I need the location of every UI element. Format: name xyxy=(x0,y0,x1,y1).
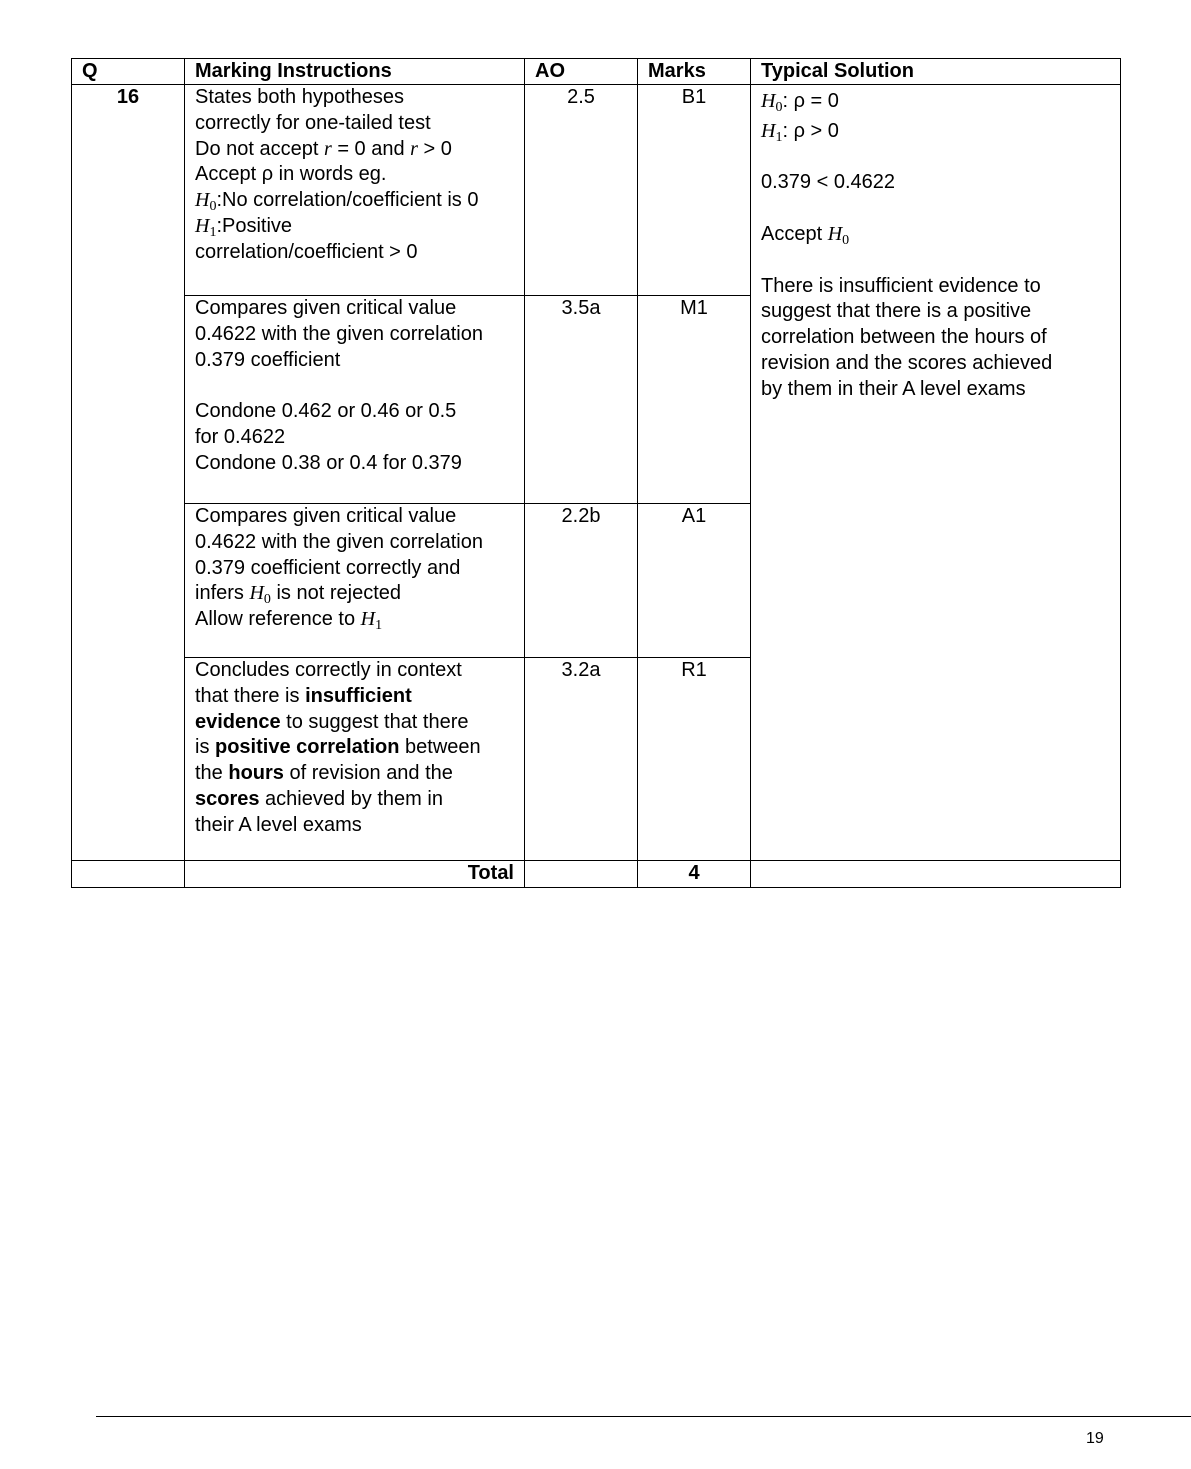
math-h0: $H_0$ xyxy=(195,189,217,215)
instruction-cell-m1 xyxy=(185,296,525,504)
instruction-line: Concludes correctly in context xyxy=(195,659,462,681)
math-h0: $H_0$ xyxy=(249,582,271,608)
header-typical-solution: Typical Solution xyxy=(751,59,1121,85)
footer-divider xyxy=(96,1416,1191,1417)
solution-comparison: 0.379 < 0.4622 xyxy=(761,171,896,194)
instruction-line: correlation/coefficient > 0 xyxy=(195,240,418,263)
solution-h1: $H_1$: ρ > 0 xyxy=(761,119,839,145)
header-q: Q xyxy=(72,59,185,85)
instruction-line: Accept ρ in words eg. xyxy=(195,163,387,186)
typical-solution-cell xyxy=(751,85,1121,861)
instruction-line: States both hypotheses xyxy=(195,86,405,108)
instruction-cell-r1 xyxy=(185,658,525,861)
solution-h0: $H_0$: ρ = 0 xyxy=(761,90,839,115)
instruction-line: Do not accept r = 0 and r > 0 xyxy=(195,137,452,160)
mark-scheme-page xyxy=(71,58,1120,888)
header-ao: AO xyxy=(525,59,638,85)
header-marks: Marks xyxy=(638,59,751,85)
ao-cell: 2.5 xyxy=(525,85,638,296)
instruction-line: scores achieved by them in xyxy=(195,787,443,810)
total-q-cell xyxy=(72,861,185,888)
table-row xyxy=(72,85,1121,296)
instruction-line: Condone 0.38 or 0.4 for 0.379 xyxy=(195,451,462,474)
page-number: 19 xyxy=(1086,1430,1104,1447)
instruction-line: 0.4622 with the given correlation xyxy=(195,322,483,345)
solution-conclusion-line: revision and the scores achieved xyxy=(761,351,1053,374)
instruction-line: for 0.4622 xyxy=(195,425,286,448)
question-number: 16 xyxy=(72,85,185,861)
header-marking-instructions: Marking Instructions xyxy=(185,59,525,85)
header-row xyxy=(72,59,1121,85)
math-r: r xyxy=(410,137,418,160)
math-h1: $H_1$ xyxy=(195,214,217,240)
instruction-line: is positive correlation between xyxy=(195,736,481,759)
solution-conclusion-line: There is insufficient evidence to xyxy=(761,274,1041,297)
instruction-line: $H_0:No$ correlation/coefficient is 0 xyxy=(195,189,479,215)
instruction-line: 0.379 coefficient xyxy=(195,348,341,371)
mark-scheme-table xyxy=(71,58,1121,888)
instruction-line: Condone 0.462 or 0.46 or 0.5 xyxy=(195,400,457,423)
math-h1: $H_1$ xyxy=(360,608,383,634)
instruction-line: that there is insufficient xyxy=(195,684,412,707)
marks-cell: M1 xyxy=(638,296,751,504)
total-marks: 4 xyxy=(638,861,751,888)
solution-conclusion-line: suggest that there is a positive xyxy=(761,300,1032,323)
marks-cell: A1 xyxy=(638,504,751,658)
marks-cell: R1 xyxy=(638,658,751,861)
instruction-line: Compares given critical value xyxy=(195,297,457,319)
instruction-line: correctly for one-tailed test xyxy=(195,111,431,134)
instruction-line: 0.4622 with the given correlation xyxy=(195,530,483,553)
instruction-line: their A level exams xyxy=(195,813,362,836)
instruction-line: evidence to suggest that there xyxy=(195,710,469,733)
instruction-line: $H_1:Positive$ xyxy=(195,214,293,240)
instruction-line: 0.379 coefficient correctly and xyxy=(195,556,461,579)
instruction-line: Compares given critical value xyxy=(195,505,457,527)
instruction-line: infers $H_0$ is not rejected xyxy=(195,582,401,608)
ao-cell: 2.2b xyxy=(525,504,638,658)
total-ao-cell xyxy=(525,861,638,888)
marks-cell: B1 xyxy=(638,85,751,296)
total-solution-cell xyxy=(751,861,1121,888)
math-r: r xyxy=(323,137,332,160)
solution-accept: Accept $H_0$ xyxy=(761,222,850,248)
total-row xyxy=(72,861,1121,888)
total-label: Total xyxy=(185,861,525,888)
instruction-cell-a1 xyxy=(185,504,525,658)
ao-cell: 3.5a xyxy=(525,296,638,504)
instruction-cell-b1 xyxy=(185,85,525,296)
solution-conclusion-line: by them in their A level exams xyxy=(761,377,1026,400)
ao-cell: 3.2a xyxy=(525,658,638,861)
instruction-line: the hours of revision and the xyxy=(195,762,453,785)
solution-conclusion-line: correlation between the hours of xyxy=(761,326,1047,349)
instruction-line: Allow reference to $H_1$ xyxy=(195,608,383,634)
